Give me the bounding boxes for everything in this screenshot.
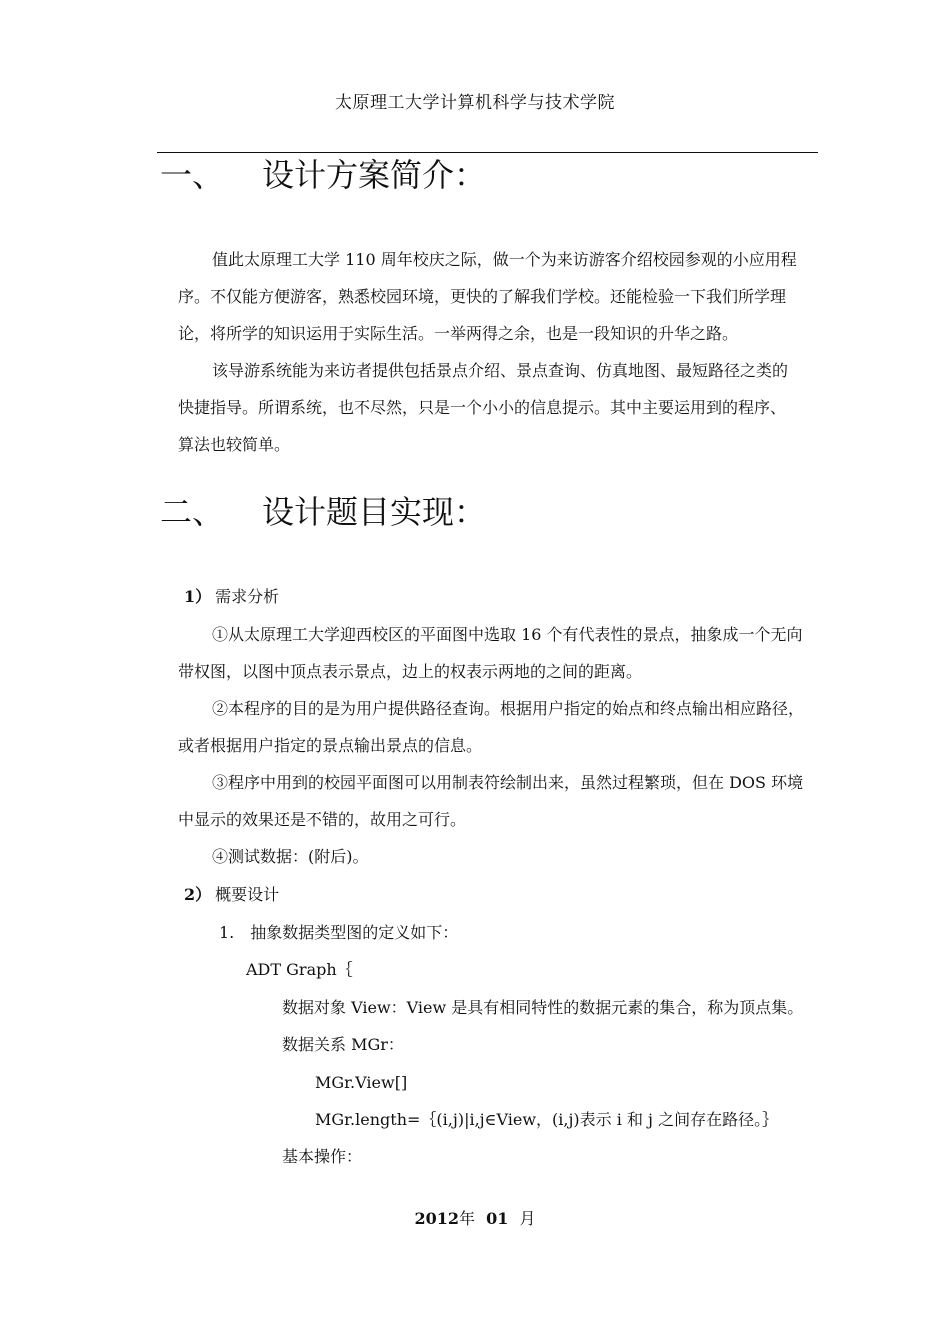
paragraph-line: 论，将所学的知识运用于实际生活。一举两得之余，也是一段知识的升华之路。 — [178, 324, 739, 343]
requirements-number: 1） — [184, 587, 212, 606]
section-2-title: 设计题目实现： — [262, 493, 487, 531]
requirements-line: ②本程序的目的是为用户提供路径查询。根据用户指定的始点和终点输出相应路径， — [212, 699, 805, 718]
section-2-heading — [160, 487, 486, 533]
paragraph-line: 该导游系统能为来访者提供包括景点介绍、景点查询、仿真地图、最短路径之类的 — [212, 361, 789, 380]
requirements-line: 中显示的效果还是不错的，故用之可行。 — [178, 810, 467, 829]
outline-item-number: 1. — [219, 923, 235, 942]
requirements-line: 或者根据用户指定的景点输出景点的信息。 — [178, 736, 483, 755]
page-footer-date — [0, 1206, 950, 1229]
section-1-heading — [160, 150, 486, 196]
requirements-line: ④测试数据：(附后)。 — [212, 847, 369, 866]
paragraph-line: 值此太原理工大学 110 周年校庆之际，做一个为来访游客介绍校园参观的小应用程 — [212, 250, 797, 269]
page-header: 太原理工大学计算机科学与技术学院 — [335, 93, 615, 113]
adt-data-object: 数据对象 View：View 是具有相同特性的数据元素的集合，称为顶点集。 — [282, 998, 804, 1017]
requirements-label: 需求分析 — [215, 587, 280, 606]
requirements-line: 带权图，以图中顶点表示景点，边上的权表示两地的之间的距离。 — [178, 662, 643, 681]
requirements-line: ③程序中用到的校园平面图可以用制表符绘制出来，虽然过程繁琐，但在 DOS 环境 — [212, 773, 804, 792]
section-2-number: 二、 — [160, 493, 225, 531]
footer-month-unit: 月 — [519, 1209, 536, 1228]
footer-month: 01 — [486, 1209, 509, 1228]
adt-relation-line: MGr.View[] — [315, 1073, 408, 1092]
outline-number: 2） — [184, 885, 212, 904]
adt-open: ADT Graph｛ — [246, 960, 353, 979]
outline-item — [219, 914, 458, 951]
section-1-number: 一、 — [160, 156, 225, 194]
requirements-heading — [184, 578, 279, 615]
adt-basic-operations: 基本操作： — [282, 1147, 363, 1166]
outline-item-text: 抽象数据类型图的定义如下： — [250, 923, 459, 942]
adt-relation-line: MGr.length=｛(i,j)|i,j∈View，(i,j)表示 i 和 j 之间存在路径。｝ — [315, 1110, 779, 1129]
paragraph-line: 快捷指导。所谓系统，也不尽然，只是一个小小的信息提示。其中主要运用到的程序、 — [178, 398, 787, 417]
adt-data-relation: 数据关系 MGr： — [282, 1035, 404, 1054]
paragraph-line: 序。不仅能方便游客，熟悉校园环境，更快的了解我们学校。还能检验一下我们所学理 — [178, 287, 787, 306]
outline-heading — [184, 876, 279, 913]
section-1-title: 设计方案简介： — [262, 156, 487, 194]
requirements-line: ①从太原理工大学迎西校区的平面图中选取 16 个有代表性的景点，抽象成一个无向 — [212, 625, 803, 644]
footer-year: 2012 — [414, 1209, 460, 1228]
footer-year-unit: 年 — [459, 1209, 476, 1228]
paragraph-line: 算法也较简单。 — [178, 435, 291, 454]
outline-label: 概要设计 — [215, 885, 280, 904]
